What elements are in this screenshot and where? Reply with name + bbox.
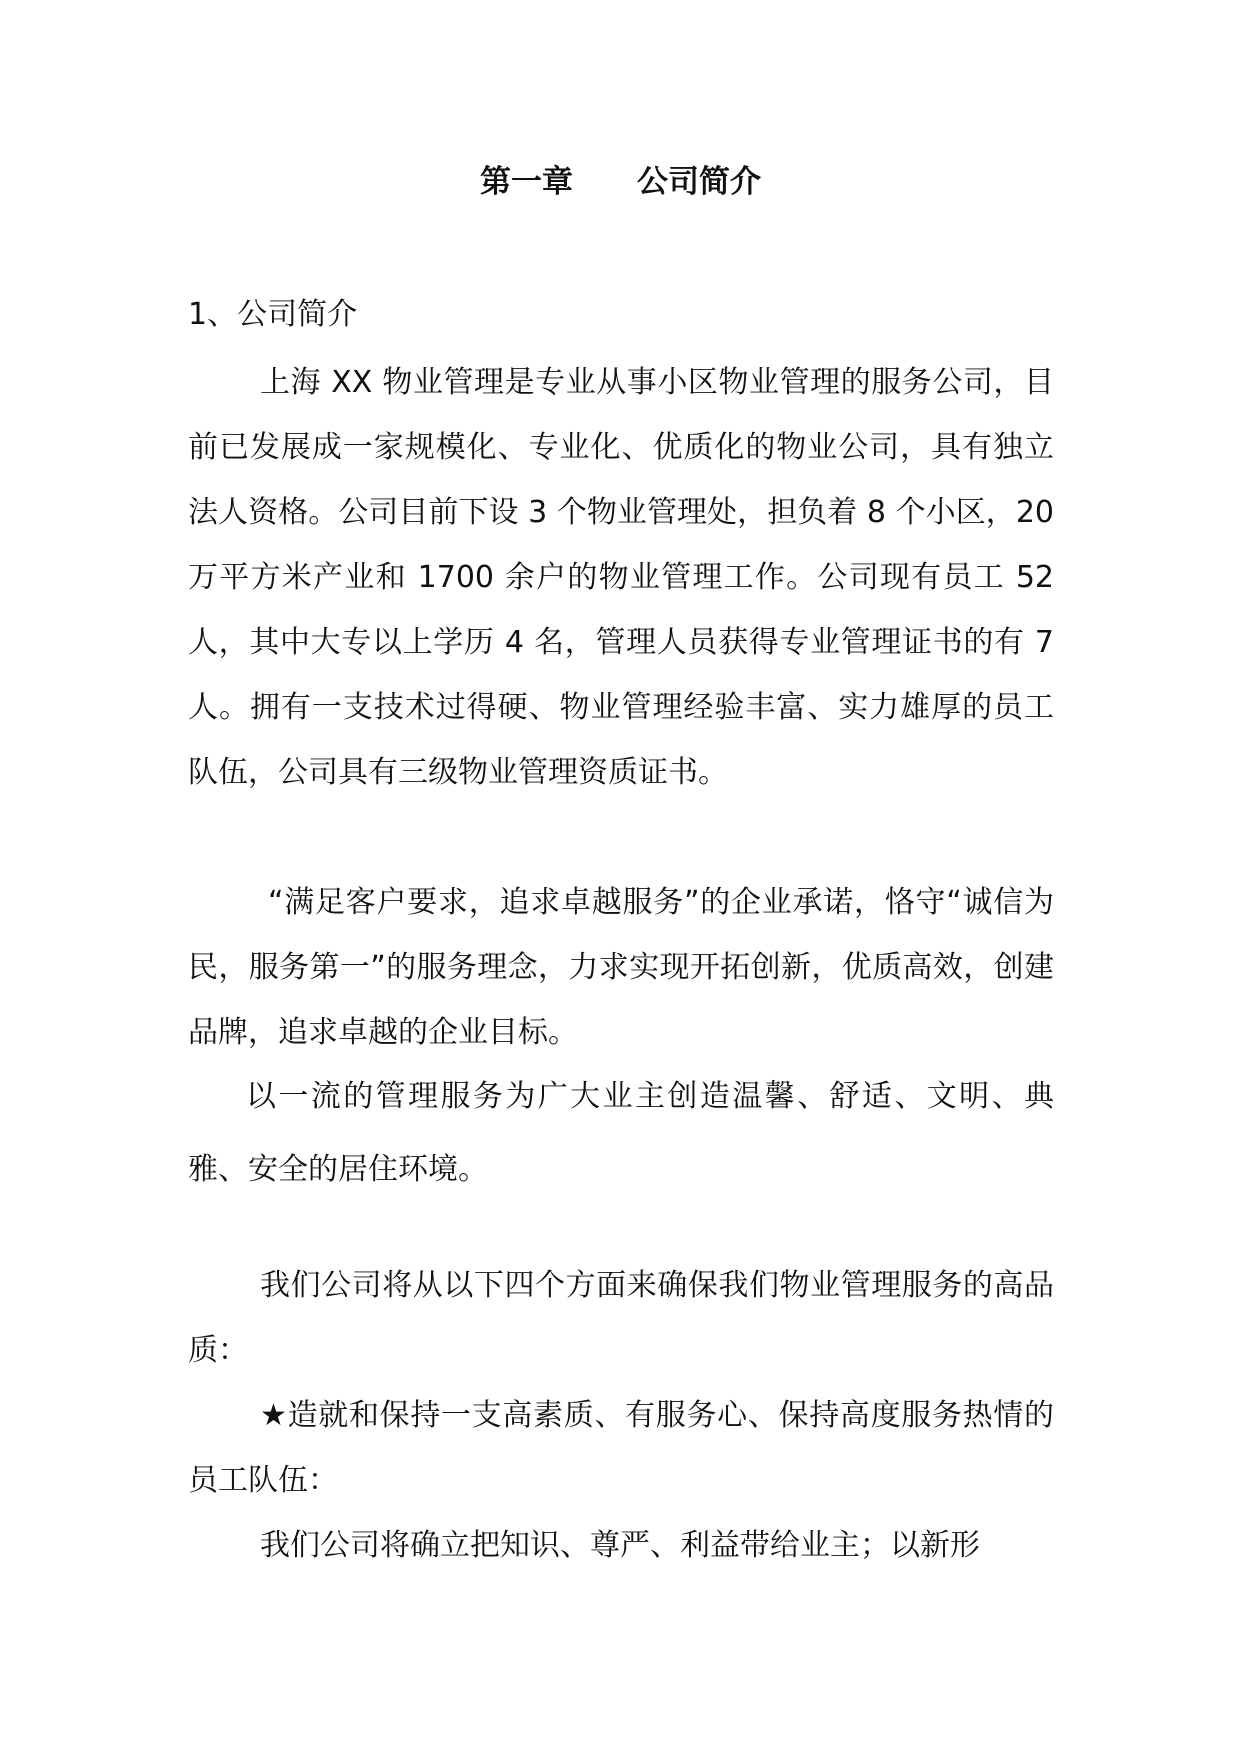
paragraph-knowledge: 我们公司将确立把知识、尊严、利益带给业主；以新形 (260, 1528, 980, 1563)
chapter-title (0, 162, 1241, 202)
paragraph-commitment: “满足客户要求，追求卓越服务”的企业承诺，恪守“诚信为民，服务第一”的服务理念，力求实现开拓创新，优质高效，创建品牌，追求卓越的企业目标。 (188, 885, 1054, 1050)
paragraph-quality-intro: 我们公司将从以下四个方面来确保我们物业管理服务的高品质： (188, 1268, 1054, 1368)
paragraph-staff-team: ★造就和保持一支高素质、有服务心、保持高度服务热情的员工队伍： (188, 1398, 1054, 1498)
section-heading: 1、公司简介 (188, 297, 358, 332)
paragraph-company-profile: 上海 XX 物业管理是专业从事小区物业管理的服务公司，目前已发展成一家规模化、专业化、优质化的物业公司，具有独立法人资格。公司目前下设 3 个物业管理处，担负着 8 个小区，20 万平方米产业和 1700 余户的物业管理工作。公司现有员工 52 人，其中大专以上学历 4 名，管理人员获得专业管理证书的有 7 人。拥有一支技术过得硬、物业管理经验丰富、实力雄厚的员工队伍，公司具有三级物业管理资质证书。 (188, 365, 1054, 790)
chapter-label: 第一章 (480, 164, 573, 200)
paragraph-environment: 以一流的管理服务为广大业主创造温馨、舒适、文明、典雅、安全的居住环境。 (188, 1079, 1054, 1187)
chapter-name: 公司简介 (637, 164, 761, 200)
